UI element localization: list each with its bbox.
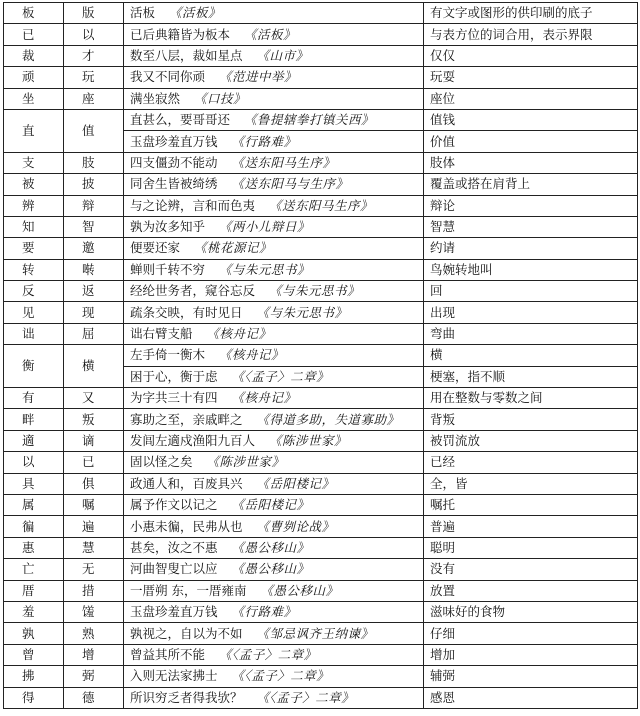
example-sentence: 寡助之至，亲戚畔之	[130, 411, 243, 427]
example-sentence-cell	[124, 45, 424, 66]
meaning-cell: 仔细	[424, 623, 638, 644]
source-title: 《〈孟子〉二章》	[256, 689, 355, 705]
tongjia-char-cell: 衡	[4, 345, 64, 388]
meaning-cell: 值钱	[424, 109, 638, 130]
source-title: 《核舟记》	[231, 390, 297, 406]
tongjia-char-cell: 拂	[4, 666, 64, 687]
example-sentence-cell	[124, 452, 424, 473]
table-row	[4, 601, 638, 622]
example-sentence: 玉盘珍羞直万钱	[130, 133, 218, 149]
original-char-cell: 谪	[64, 430, 124, 451]
tongjia-char-cell: 要	[4, 238, 64, 259]
example-sentence: 与之论辨，言和而色夷	[130, 197, 256, 213]
example-sentence-cell	[124, 259, 424, 280]
source-title: 《〈孟子〉二章》	[219, 646, 317, 662]
source-title: 《〈孟子〉二章》	[231, 668, 330, 684]
example-sentence-cell	[124, 473, 424, 494]
original-char-cell: 无	[64, 559, 124, 580]
table-row	[4, 687, 638, 708]
meaning-cell: 座位	[424, 88, 638, 109]
original-char-cell: 披	[64, 174, 124, 195]
meaning-cell: 肢体	[424, 152, 638, 173]
meaning-cell: 玩耍	[424, 67, 638, 88]
meaning-cell: 嘱托	[424, 494, 638, 515]
tongjia-char-cell: 孰	[4, 623, 64, 644]
example-sentence: 孰视之，自以为不如	[130, 625, 243, 641]
example-sentence: 我又不同你顽	[130, 69, 206, 85]
original-char-cell: 才	[64, 45, 124, 66]
table-row	[4, 88, 638, 109]
meaning-cell: 用在整数与零数之间	[424, 388, 638, 409]
source-title: 《陈涉世家》	[206, 454, 285, 470]
tongjia-char-cell: 知	[4, 216, 64, 237]
example-sentence: 直甚么，要哥哥还	[130, 112, 231, 128]
original-char-cell: 又	[64, 388, 124, 409]
example-sentence: 左手倚一衡木	[130, 347, 206, 363]
source-title: 《岳阳楼记》	[231, 497, 310, 513]
original-char-cell: 德	[64, 687, 124, 708]
table-row	[4, 623, 638, 644]
source-title: 《得道多助，失道寡助》	[256, 411, 400, 427]
example-sentence-cell	[124, 601, 424, 622]
meaning-cell: 价值	[424, 131, 638, 152]
example-sentence: 所识穷乏者得我欤？	[130, 689, 243, 705]
meaning-cell: 聪明	[424, 537, 638, 558]
meaning-cell: 智慧	[424, 216, 638, 237]
source-title: 《送东阳马生序》	[269, 197, 374, 213]
example-sentence-cell	[124, 388, 424, 409]
tongjia-char-cell: 亡	[4, 559, 64, 580]
example-sentence-cell	[124, 131, 424, 152]
table-row	[4, 430, 638, 451]
original-char-cell: 智	[64, 216, 124, 237]
example-sentence-cell	[124, 174, 424, 195]
original-char-cell: 馐	[64, 601, 124, 622]
example-sentence-cell	[124, 302, 424, 323]
table-row	[4, 452, 638, 473]
example-sentence: 甚矣，汝之不惠	[130, 539, 218, 555]
original-char-cell: 叛	[64, 409, 124, 430]
tongjia-char-cell: 板	[4, 3, 64, 24]
example-sentence: 小惠未徧，民弗从也	[130, 518, 243, 534]
source-title: 《桃花源记》	[194, 240, 273, 256]
original-char-cell: 横	[64, 345, 124, 388]
original-char-cell: 弼	[64, 666, 124, 687]
source-title: 《岳阳楼记》	[256, 475, 335, 491]
table-row	[4, 473, 638, 494]
original-char-cell: 邀	[64, 238, 124, 259]
table-row	[4, 109, 638, 130]
example-sentence: 发闾左適戍渔阳九百人	[130, 433, 256, 448]
source-title: 《送东阳马生序》	[231, 154, 336, 170]
source-title: 《愚公移山》	[260, 582, 339, 598]
source-title: 《曹刿论战》	[256, 518, 335, 534]
tongjia-char-cell: 顽	[4, 67, 64, 88]
meaning-cell: 没有	[424, 559, 638, 580]
table-row	[4, 195, 638, 216]
tongjia-char-cell: 坐	[4, 88, 64, 109]
meaning-cell: 出现	[424, 302, 638, 323]
tongjia-char-cell: 具	[4, 473, 64, 494]
tongjia-char-cell: 属	[4, 494, 64, 515]
example-sentence: 政通人和，百废具兴	[130, 475, 243, 491]
tongjia-char-cell: 徧	[4, 516, 64, 537]
meaning-cell: 已经	[424, 452, 638, 473]
tongjia-char-cell: 厝	[4, 580, 64, 601]
example-sentence-cell	[124, 345, 424, 366]
example-sentence-cell	[124, 366, 424, 387]
meaning-cell: 滋味好的食物	[424, 601, 638, 622]
tongjia-char-cell: 支	[4, 152, 64, 173]
example-sentence: 活板	[130, 5, 156, 21]
source-title: 《核舟记》	[219, 347, 285, 363]
example-sentence: 同舍生皆被绮绣	[130, 176, 218, 192]
source-title: 《核舟记》	[206, 326, 272, 342]
source-title: 《活板》	[244, 26, 297, 42]
meaning-cell: 覆盖或搭在肩背上	[424, 174, 638, 195]
source-title: 《鲁提辖拳打镇关西》	[244, 112, 375, 128]
example-sentence-cell	[124, 216, 424, 237]
tongjia-char-cell: 被	[4, 174, 64, 195]
meaning-cell: 有文字或图形的供印刷的底子	[424, 3, 638, 24]
table-row	[4, 666, 638, 687]
example-sentence-cell	[124, 580, 424, 601]
original-char-cell: 熟	[64, 623, 124, 644]
original-char-cell: 辩	[64, 195, 124, 216]
meaning-cell: 辅弼	[424, 666, 638, 687]
original-char-cell: 屈	[64, 323, 124, 344]
meaning-cell: 弯曲	[424, 323, 638, 344]
tongjia-char-cell: 有	[4, 388, 64, 409]
example-sentence: 数至八层，裁如星点	[130, 47, 243, 63]
source-title: 《陈涉世家》	[269, 433, 348, 448]
original-char-cell: 玩	[64, 67, 124, 88]
example-sentence-cell	[124, 623, 424, 644]
table-row	[4, 388, 638, 409]
example-sentence-cell	[124, 67, 424, 88]
table-row	[4, 67, 638, 88]
example-sentence-cell	[124, 109, 424, 130]
original-char-cell: 肢	[64, 152, 124, 173]
original-char-cell: 嘱	[64, 494, 124, 515]
example-sentence: 已后典籍皆为板本	[130, 26, 231, 42]
original-char-cell: 已	[64, 452, 124, 473]
source-title: 《行路难》	[231, 604, 297, 620]
original-char-cell: 遍	[64, 516, 124, 537]
source-title: 《范进中举》	[219, 69, 298, 85]
example-sentence: 疏条交映，有时见日	[130, 304, 243, 320]
table-row	[4, 323, 638, 344]
table-row	[4, 559, 638, 580]
tongjia-char-cell: 畔	[4, 409, 64, 430]
tongjia-char-cell: 以	[4, 452, 64, 473]
example-sentence-cell	[124, 152, 424, 173]
meaning-cell: 辩论	[424, 195, 638, 216]
table-row	[4, 537, 638, 558]
original-char-cell: 增	[64, 644, 124, 665]
source-title: 《口技》	[194, 90, 247, 106]
source-title: 《愚公移山》	[231, 561, 310, 577]
source-title: 《送东阳马与生序》	[231, 176, 349, 192]
example-sentence-cell	[124, 409, 424, 430]
table-row	[4, 409, 638, 430]
meaning-cell: 增加	[424, 644, 638, 665]
source-title: 《邹忌讽齐王纳谏》	[256, 625, 374, 641]
original-char-cell: 措	[64, 580, 124, 601]
original-char-cell: 值	[64, 109, 124, 152]
example-sentence: 为字共三十有四	[130, 390, 218, 406]
source-title: 《〈孟子〉二章》	[231, 368, 330, 384]
table-body	[4, 3, 638, 709]
table-row	[4, 281, 638, 302]
meaning-cell: 背叛	[424, 409, 638, 430]
example-sentence-cell	[124, 516, 424, 537]
tongjia-char-cell: 反	[4, 281, 64, 302]
meaning-cell: 感恩	[424, 687, 638, 708]
tongjia-char-cell: 曾	[4, 644, 64, 665]
example-sentence-cell	[124, 430, 424, 451]
tongjia-char-cell: 羞	[4, 601, 64, 622]
meaning-cell: 横	[424, 345, 638, 366]
example-sentence-cell	[124, 494, 424, 515]
example-sentence: 困于心，衡于虑	[130, 368, 218, 384]
source-title: 《行路难》	[231, 133, 297, 149]
source-title: 《活板》	[169, 5, 222, 21]
example-sentence-cell	[124, 644, 424, 665]
meaning-cell: 约请	[424, 238, 638, 259]
meaning-cell: 普遍	[424, 516, 638, 537]
source-title: 《与朱元思书》	[219, 261, 311, 277]
meaning-cell: 放置	[424, 580, 638, 601]
tongjia-char-cell: 得	[4, 687, 64, 708]
example-sentence-cell	[124, 24, 424, 45]
original-char-cell: 以	[64, 24, 124, 45]
original-char-cell: 座	[64, 88, 124, 109]
example-sentence: 玉盘珍羞直万钱	[130, 604, 218, 620]
table-row	[4, 580, 638, 601]
example-sentence-cell	[124, 238, 424, 259]
example-sentence-cell	[124, 195, 424, 216]
tongjia-char-cell: 裁	[4, 45, 64, 66]
tongjia-char-cell: 直	[4, 109, 64, 152]
table-row	[4, 259, 638, 280]
example-sentence-cell	[124, 537, 424, 558]
table-row	[4, 152, 638, 173]
table-row	[4, 45, 638, 66]
example-sentence: 经纶世务者，窥谷忘反	[130, 283, 256, 299]
table-row	[4, 3, 638, 24]
source-title: 《两小儿辩日》	[219, 219, 311, 235]
meaning-cell: 全，皆	[424, 473, 638, 494]
tongjia-char-cell: 辨	[4, 195, 64, 216]
table-row	[4, 24, 638, 45]
original-char-cell: 慧	[64, 537, 124, 558]
tongjia-char-cell: 已	[4, 24, 64, 45]
example-sentence: 蝉则千转不穷	[130, 261, 206, 277]
meaning-cell: 被罚流放	[424, 430, 638, 451]
tongjia-char-cell: 转	[4, 259, 64, 280]
original-char-cell: 现	[64, 302, 124, 323]
example-sentence: 满坐寂然	[130, 90, 181, 106]
example-sentence-cell	[124, 3, 424, 24]
example-sentence: 孰为汝多知乎	[130, 219, 206, 235]
table-row	[4, 516, 638, 537]
tongjia-char-cell: 適	[4, 430, 64, 451]
meaning-cell: 回	[424, 281, 638, 302]
table-row	[4, 302, 638, 323]
example-sentence: 河曲智叟亡以应	[130, 561, 218, 577]
source-title: 《与朱元思书》	[256, 304, 348, 320]
table-row	[4, 494, 638, 515]
example-sentence: 诎右臂支船	[130, 326, 193, 342]
example-sentence-cell	[124, 281, 424, 302]
table-row	[4, 238, 638, 259]
original-char-cell: 版	[64, 3, 124, 24]
example-sentence: 入则无法家拂士	[130, 668, 218, 684]
source-title: 《山市》	[256, 47, 309, 63]
table-row	[4, 644, 638, 665]
meaning-cell: 与表方位的词合用，表示界限	[424, 24, 638, 45]
example-sentence: 属予作文以记之	[130, 497, 218, 513]
example-sentence-cell	[124, 88, 424, 109]
example-sentence-cell	[124, 666, 424, 687]
tongjia-char-cell: 惠	[4, 537, 64, 558]
source-title: 《与朱元思书》	[269, 283, 361, 299]
example-sentence: 固以怪之矣	[130, 454, 193, 470]
table-row	[4, 174, 638, 195]
example-sentence-cell	[124, 687, 424, 708]
tongjia-char-cell: 见	[4, 302, 64, 323]
meaning-cell: 梗塞，指不顺	[424, 366, 638, 387]
example-sentence: 四支僵劲不能动	[130, 154, 218, 170]
example-sentence: 曾益其所不能	[130, 646, 206, 662]
table-row	[4, 216, 638, 237]
example-sentence: 便要还家	[130, 240, 181, 256]
source-title: 《愚公移山》	[231, 539, 310, 555]
tongjiazi-table	[3, 2, 638, 709]
tongjia-char-cell: 诎	[4, 323, 64, 344]
original-char-cell: 啭	[64, 259, 124, 280]
original-char-cell: 返	[64, 281, 124, 302]
meaning-cell: 鸟婉转地叫	[424, 259, 638, 280]
meaning-cell: 仅仅	[424, 45, 638, 66]
original-char-cell: 俱	[64, 473, 124, 494]
table-row	[4, 345, 638, 366]
example-sentence: 一厝朔 东，一厝雍南	[130, 582, 247, 598]
example-sentence-cell	[124, 323, 424, 344]
example-sentence-cell	[124, 559, 424, 580]
